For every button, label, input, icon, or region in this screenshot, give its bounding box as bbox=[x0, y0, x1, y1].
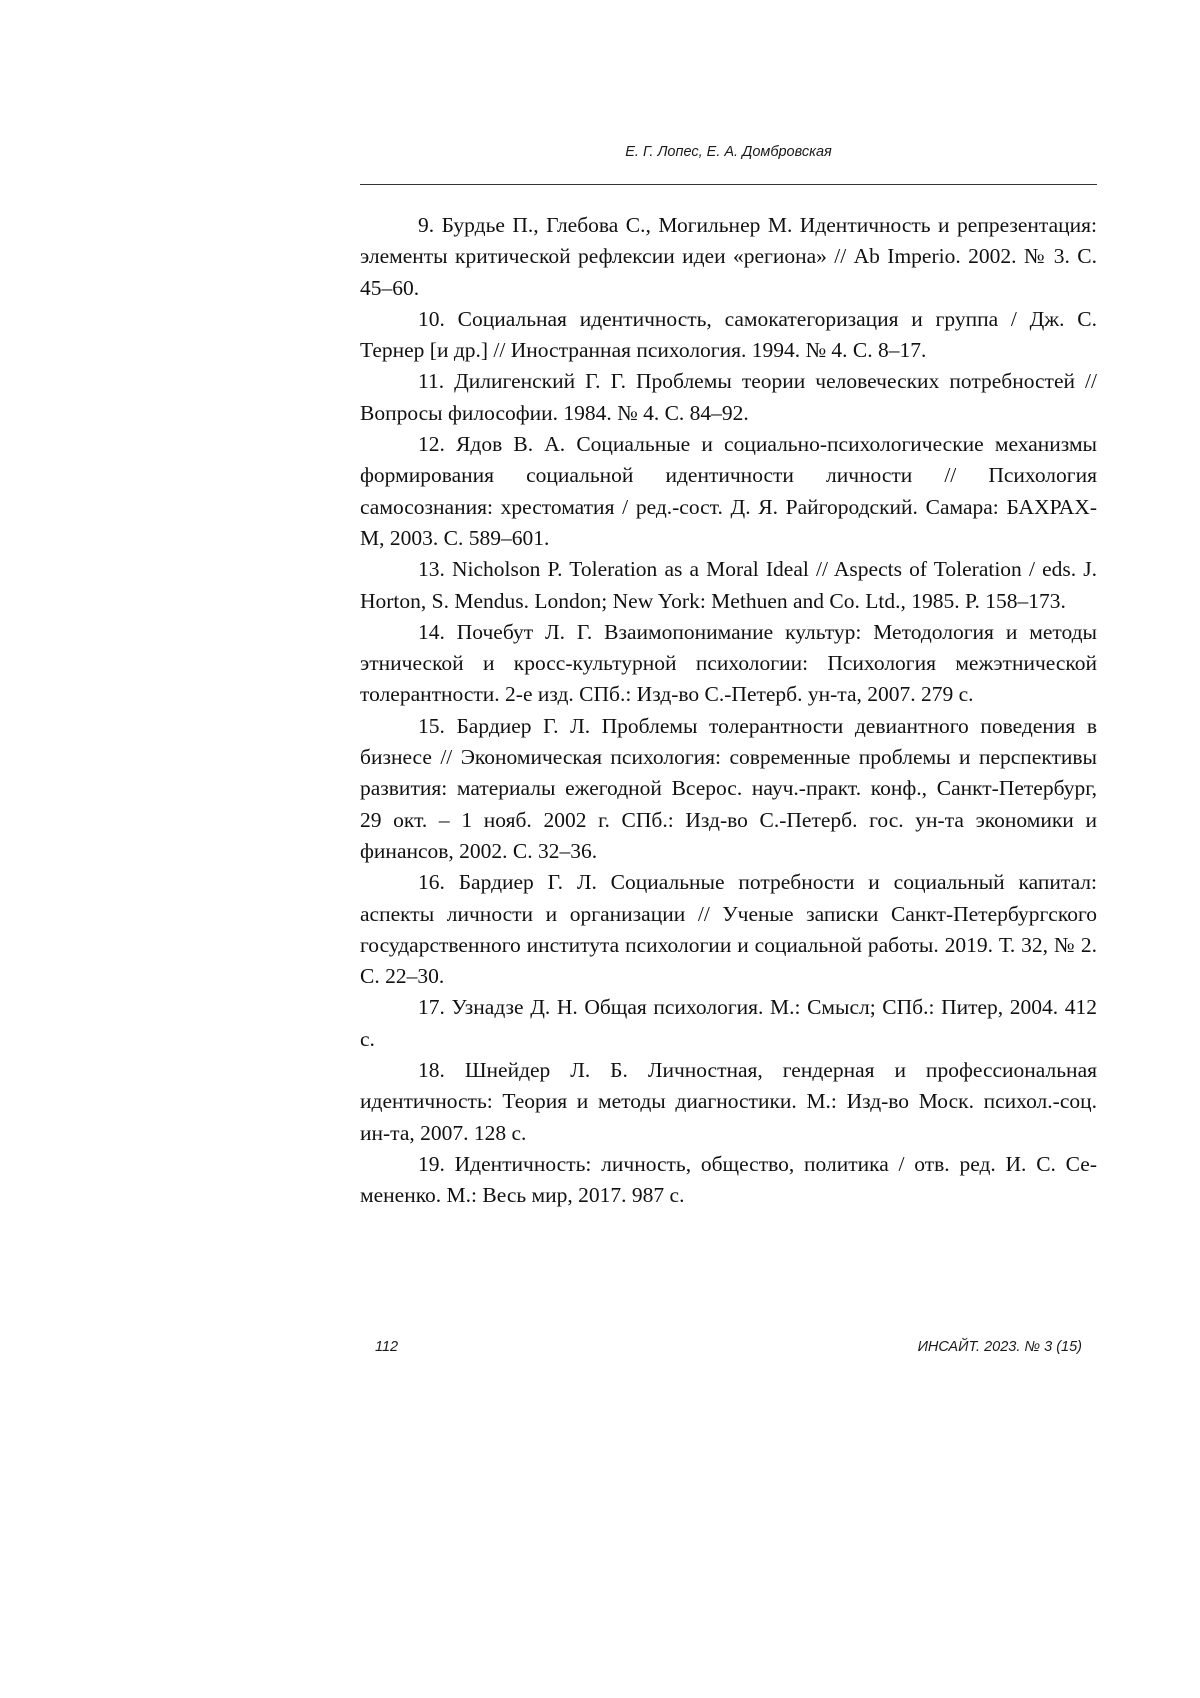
reference-item-15: 15. Бардиер Г. Л. Проблемы толерантности девиантного поведения в бизнесе // Экономическая психология: современные проблемы и перспективы развития: материалы ежегодной Всерос. науч.-практ. конф., Санкт-Петербург, 29 окт. – 1 нояб. 2002 г. СПб.: Изд-во С.-Петерб. гос. ун-та экономики и финансов, 2002. С. 32–36. bbox=[360, 713, 1097, 863]
running-head-authors: Е. Г. Лопес, Е. А. Домбровская bbox=[625, 144, 832, 160]
journal-citation: ИНСАЙТ. 2023. № 3 (15) bbox=[917, 1339, 1082, 1355]
reference-item-11: 11. Дилигенский Г. Г. Проблемы теории человеческих потребностей // Вопросы философии. 1984. № 4. С. 84–92. bbox=[360, 369, 1097, 425]
reference-item-19: 19. Идентичность: личность, общество, политика / отв. ред. И. С. Семененко. М.: Весь мир, 2017. 987 с. bbox=[360, 1151, 1097, 1208]
reference-item-13: 13. Nicholson P. Toleration as a Moral Ideal // Aspects of Toleration / eds. J. Horton, S. Mendus. London; New York: Methuen and Co. Ltd., 1985. P. 158–173. bbox=[360, 557, 1097, 613]
page-number: 112 bbox=[375, 1339, 399, 1355]
reference-item-17: 17. Узнадзе Д. Н. Общая психология. М.: Смысл; СПб.: Питер, 2004. 412 с. bbox=[360, 995, 1097, 1051]
reference-list bbox=[360, 210, 1097, 1212]
reference-item-14: 14. Почебут Л. Г. Взаимопонимание культур: Методология и методы этнической и кросс-культурной психологии: Психология межэтнической толерантности. 2-е изд. СПб.: Изд-во С.-Петерб. ун-та, 2007. 279 с. bbox=[360, 619, 1097, 707]
reference-item-18: 18. Шнейдер Л. Б. Личностная, гендерная и профессиональная идентичность: Теория и методы диагностики. М.: Изд-во Моск. психол.-соц. ин-та, 2007. 128 с. bbox=[360, 1058, 1097, 1145]
reference-item-12: 12. Ядов В. А. Социальные и социально-психологические механизмы формирования социальной идентичности личности // Психология самосознания: хрестоматия / ред.-сост. Д. Я. Райгородский. Самара: БАХРАХ-М, 2003. С. 589–601. bbox=[360, 432, 1097, 550]
reference-item-10: 10. Социальная идентичность, самокатегоризация и группа / Дж. С. Тернер [и др.] // Иностранная психология. 1994. № 4. С. 8–17. bbox=[360, 306, 1097, 363]
header-divider bbox=[360, 184, 1097, 185]
reference-item-9: 9. Бурдье П., Глебова С., Могильнер М. Идентичность и репрезентация: элементы критической рефлексии идеи «региона» // Ab Imperio. 2002. № 3. С. 45–60. bbox=[360, 213, 1097, 300]
reference-item-16: 16. Бардиер Г. Л. Социальные потребности и социальный капитал: аспекты личности и организации // Ученые записки Санкт-Петербургского государственного института психологии и социальной работы. 2019. Т. 32, № 2. С. 22–30. bbox=[360, 870, 1097, 989]
